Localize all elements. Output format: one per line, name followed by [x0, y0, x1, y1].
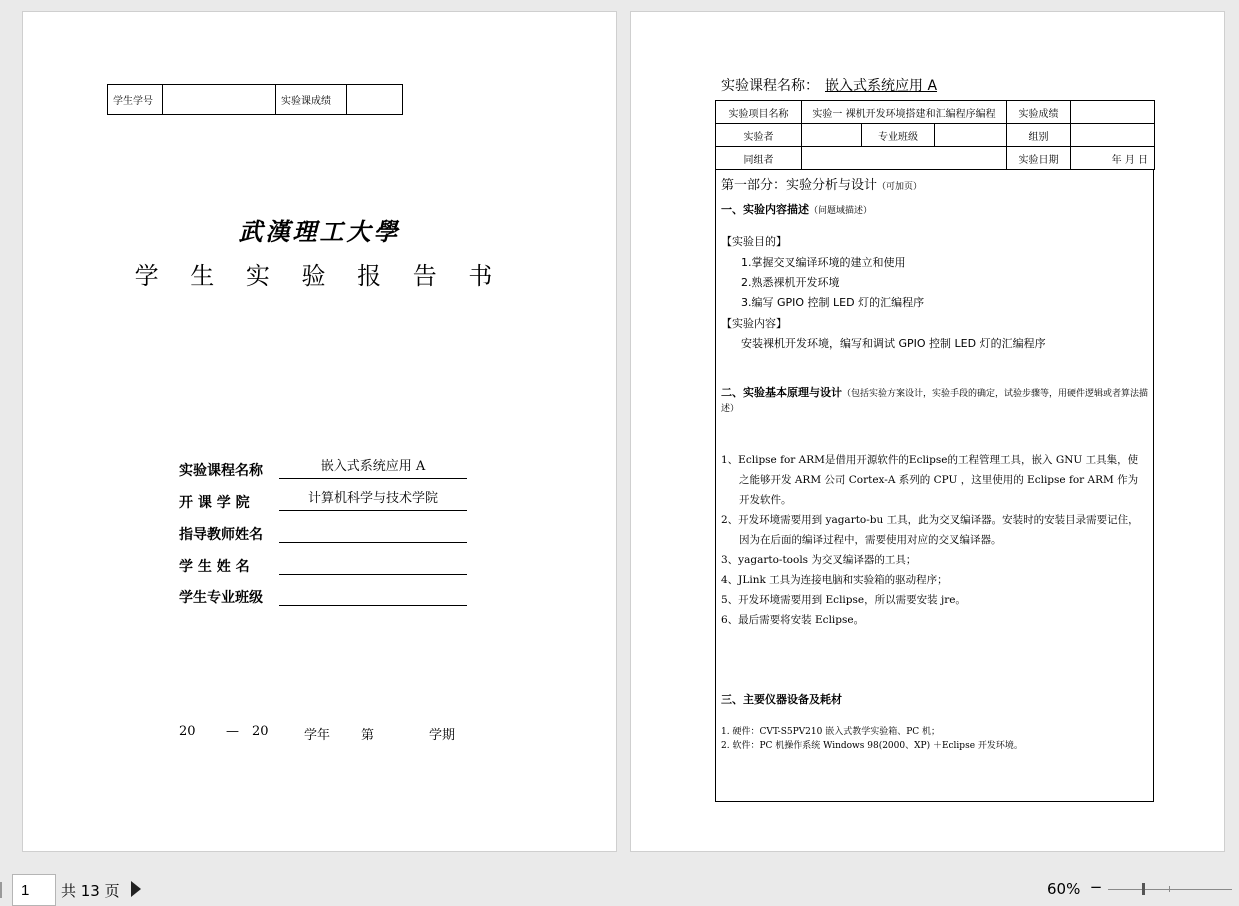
- principle-item: 6、最后需要将安装 Eclipse。: [721, 614, 865, 626]
- zoom-out-button[interactable]: −: [1089, 878, 1103, 896]
- partner-label: 同组者: [716, 147, 802, 170]
- info-value: 计算机科学与技术学院: [279, 486, 467, 511]
- principle-item: 3、yagarto-tools 为交叉编译器的工具；: [721, 554, 917, 566]
- info-label: 学 生 姓 名: [179, 559, 250, 575]
- info-label: 指导教师姓名: [179, 527, 263, 543]
- report-body: [715, 170, 1154, 802]
- report-header-table: [715, 100, 1155, 170]
- info-label: 实验课程名称: [179, 463, 263, 479]
- course-value: 嵌入式系统应用 A: [825, 78, 938, 94]
- section1-title: 一、实验内容描述: [721, 203, 809, 216]
- term-year-word: 学年: [304, 728, 331, 743]
- content-heading: 【实验内容】: [721, 317, 787, 330]
- partner-cell: [802, 147, 1007, 170]
- group-cell: [1071, 124, 1155, 147]
- zoom-slider-track[interactable]: [1108, 889, 1232, 890]
- term-year-start: 20: [179, 724, 196, 739]
- student-id-cell: [163, 85, 276, 115]
- date-label: 实验日期: [1007, 147, 1071, 170]
- section2-title: 二、实验基本原理与设计: [721, 386, 842, 399]
- info-value: [279, 550, 467, 575]
- term-word: 学期: [429, 728, 456, 743]
- left-edge-marker: [0, 882, 2, 898]
- experimenter-cell: [802, 124, 862, 147]
- course-line: [721, 75, 937, 95]
- info-label: 学生专业班级: [179, 590, 263, 606]
- section3-heading: 三、主要仪器设备及耗材: [721, 693, 842, 706]
- next-page-button[interactable]: [130, 880, 142, 898]
- section1-heading: [721, 202, 1148, 219]
- term-year-end: 20: [252, 724, 269, 739]
- term-di: 第: [361, 728, 375, 743]
- experimenter-label: 实验者: [716, 124, 802, 147]
- score-cell: [1071, 101, 1155, 124]
- date-value: 年 月 日: [1071, 147, 1155, 170]
- student-id-label: 学生学号: [108, 85, 163, 115]
- play-right-icon: [130, 880, 142, 898]
- content-text: 安装裸机开发环境，编写和调试 GPIO 控制 LED 灯的汇编程序: [741, 337, 1046, 350]
- info-value: 嵌入式系统应用 A: [279, 454, 467, 479]
- part1-note: （可加页）: [877, 182, 923, 192]
- page-total-label: 共 13 页: [61, 882, 120, 900]
- major-cell: [935, 124, 1007, 147]
- part1-heading: [721, 178, 1148, 195]
- major-label: 专业班级: [862, 124, 935, 147]
- status-bar: [0, 870, 1239, 906]
- principles-list: [721, 450, 1148, 630]
- info-value: [279, 581, 467, 606]
- principle-item: 2、开发环境需要用到 yagarto-bu 工具，此为交叉编译器。安装时的安装目录需要记住，因为在后面的编译过程中，需要使用对应的交叉编译器。: [721, 514, 1139, 546]
- equipment-item: 1. 硬件：CVT-S5PV210 嵌入式教学实验箱、PC 机；: [721, 727, 941, 737]
- page-2-report: [630, 11, 1225, 852]
- grade-cell: [347, 85, 403, 115]
- course-label: 实验课程名称：: [721, 78, 819, 94]
- report-title: 学 生 实 验 报 告 书: [134, 262, 505, 290]
- info-row-student-name: [179, 550, 479, 580]
- principle-item: 1、Eclipse for ARM是借用开源软件的Eclipse的工程管理工具，嵌入 GNU 工具集，使之能够开发 ARM 公司 Cortex-A 系列的 CPU ，这里使用的 Eclipse for ARM 作为开发软件。: [721, 454, 1139, 506]
- project-value: 实验一 裸机开发环境搭建和汇编程序编程: [802, 101, 1007, 124]
- group-label: 组别: [1007, 124, 1071, 147]
- purpose-item: 3.编写 GPIO 控制 LED 灯的汇编程序: [741, 296, 925, 309]
- page-1-cover: [22, 11, 617, 852]
- project-label: 实验项目名称: [716, 101, 802, 124]
- info-row-teacher: [179, 518, 479, 548]
- term-dash: —: [226, 724, 239, 739]
- zoom-slider-thumb[interactable]: [1142, 883, 1145, 895]
- principle-item: 4、JLink 工具为连接电脑和实验箱的驱动程序；: [721, 574, 948, 586]
- purpose-heading: 【实验目的】: [721, 235, 787, 248]
- equipment-item: 2. 软件：PC 机操作系统 Windows 98(2000、XP) ＋Eclipse 开发环境。: [721, 741, 1023, 751]
- info-row-college: [179, 486, 479, 516]
- student-id-table: [107, 84, 403, 115]
- info-row-course: [179, 454, 479, 484]
- grade-label: 实验课成绩: [276, 85, 347, 115]
- info-row-class: [179, 581, 479, 611]
- part1-title: 第一部分：实验分析与设计: [721, 178, 878, 193]
- info-label: 开 课 学 院: [179, 495, 250, 511]
- section2-heading: [721, 386, 1148, 416]
- zoom-slider-tick: [1169, 886, 1170, 892]
- score-label: 实验成绩: [1007, 101, 1071, 124]
- section1-note: （问题域描述）: [809, 206, 873, 216]
- section2-note: （包括实验方案设计，实验手段的确定，试验步骤等，用硬件逻辑或者算法描述）: [721, 389, 1149, 414]
- page-number-input[interactable]: [12, 874, 56, 906]
- purpose-item: 1.掌握交叉编译环境的建立和使用: [741, 256, 906, 269]
- info-value: [279, 518, 467, 543]
- purpose-item: 2.熟悉裸机开发环境: [741, 276, 840, 289]
- principle-item: 5、开发环境需要用到 Eclipse，所以需要安装 jre。: [721, 594, 966, 606]
- zoom-level: 60%: [1047, 880, 1081, 898]
- university-name: 武漢理工大學: [238, 217, 401, 246]
